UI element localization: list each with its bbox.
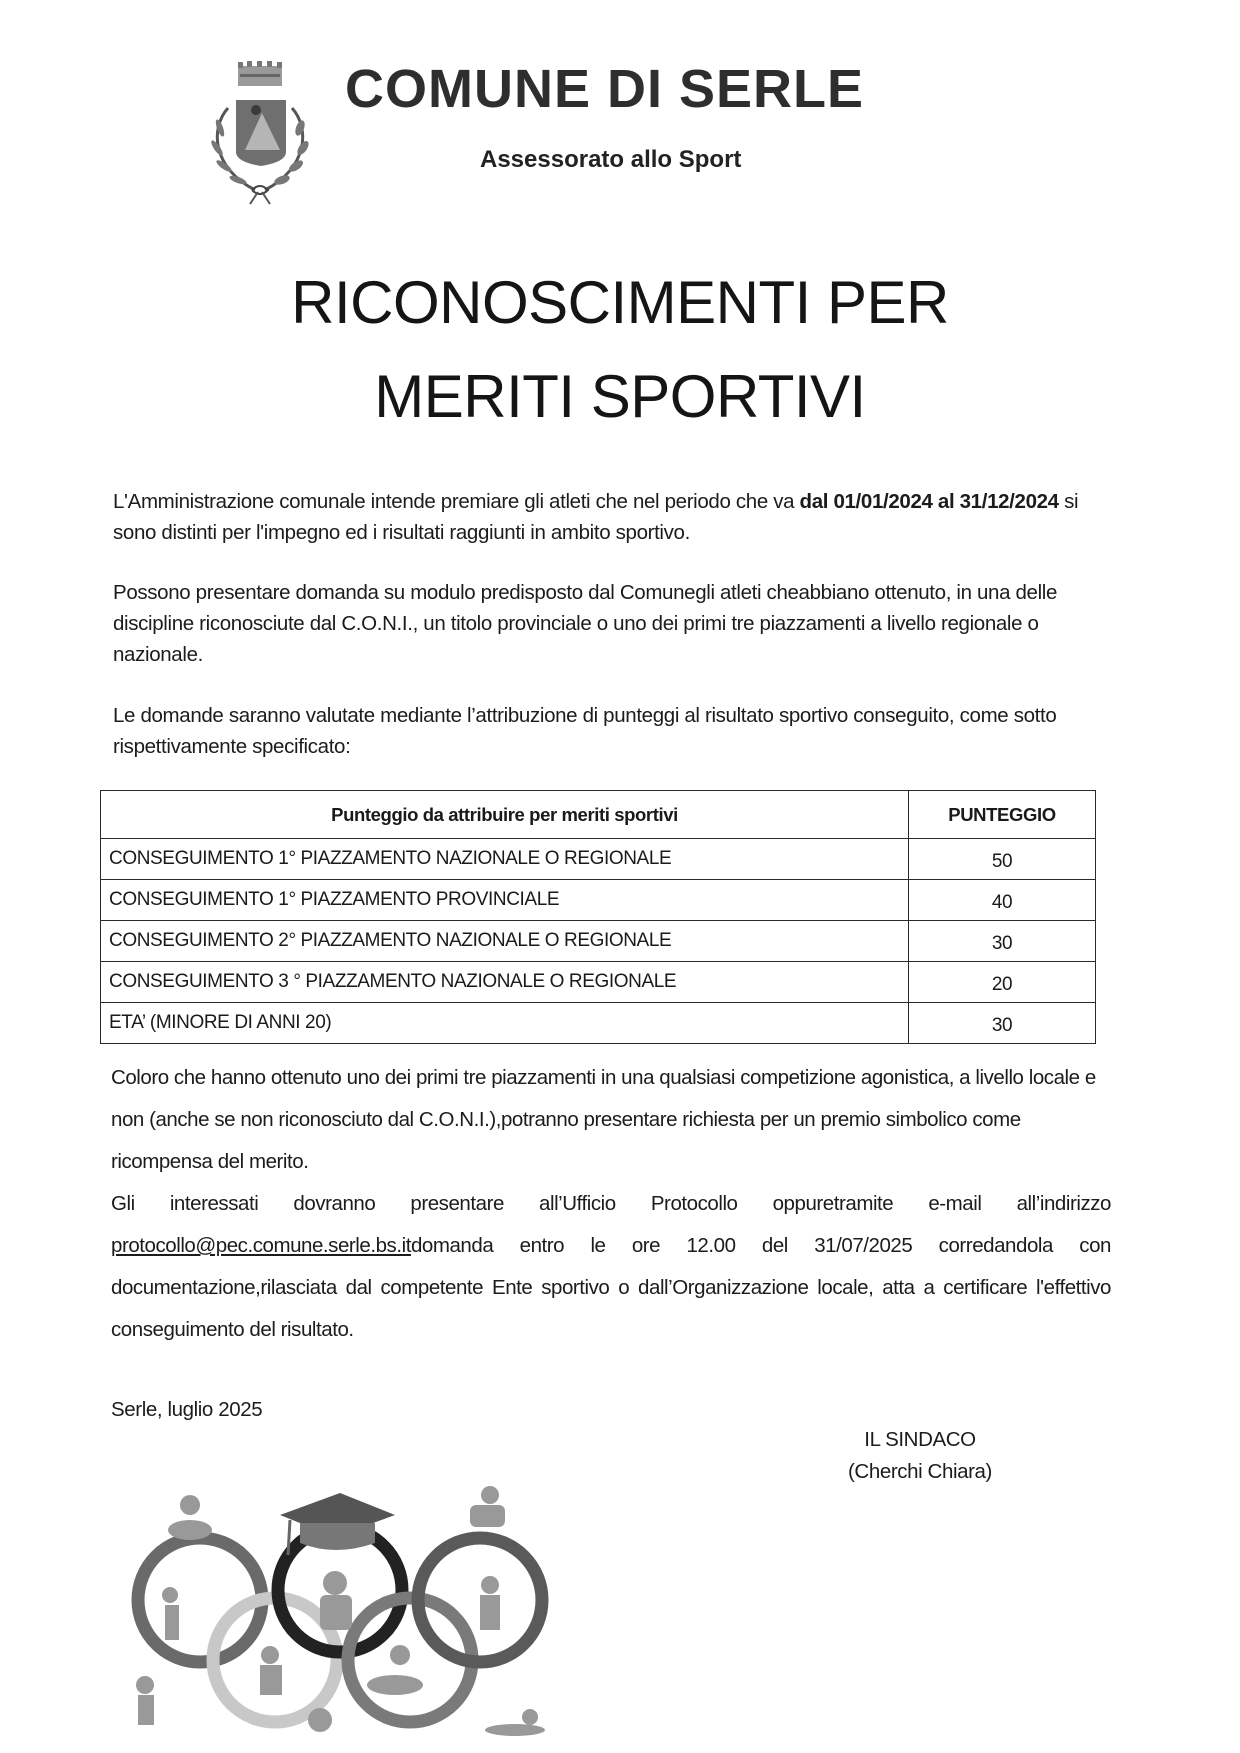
table-row <box>101 962 1096 1003</box>
intro-paragraph-period <box>113 486 1111 548</box>
submission-text-continued: domanda entro le ore 12.00 del 31/07/2025 corredandola con documentazione,rilasciata dal competente Ente sportivo o dall’Organizzazione locale, atta a certificare l'effettivo conseguimento del risultato. <box>111 1234 1111 1341</box>
organization-name: COMUNE DI SERLE <box>345 59 865 119</box>
closing-section <box>111 1057 1111 1351</box>
criterion-cell: CONSEGUIMENTO 1° PIAZZAMENTO PROVINCIALE <box>101 880 909 921</box>
table-row <box>101 921 1096 962</box>
score-table <box>100 790 1096 1044</box>
points-cell: 50 <box>909 839 1096 880</box>
points-cell: 40 <box>909 880 1096 921</box>
municipal-coat-of-arms-icon <box>200 58 320 208</box>
signer-name: (Cherchi Chiara) <box>848 1460 992 1483</box>
table-row <box>101 880 1096 921</box>
signer-title: IL SINDACO <box>864 1428 976 1451</box>
column-header-criterion: Punteggio da attribuire per meriti sportivi <box>101 791 909 839</box>
submission-text: Gli interessati dovranno presentare all’Ufficio Protocollo oppuretramite e-mail all’indirizzo <box>111 1192 1111 1215</box>
points-cell: 30 <box>909 1003 1096 1044</box>
department-name: Assessorato allo Sport <box>480 146 742 173</box>
intro-text-continued: si sono distinti per l'impegno ed i risultati raggiunti in ambito sportivo. <box>113 490 1079 544</box>
page-title-line-1: RICONOSCIMENTI PER <box>291 269 949 336</box>
points-cell: 30 <box>909 921 1096 962</box>
criterion-cell: ETA’ (MINORE DI ANNI 20) <box>101 1003 909 1044</box>
olympic-rings-kids-sports-illustration <box>110 1455 580 1745</box>
points-cell: 20 <box>909 962 1096 1003</box>
criterion-cell: CONSEGUIMENTO 1° PIAZZAMENTO NAZIONALE O REGIONALE <box>101 839 909 880</box>
symbolic-prize-paragraph: Coloro che hanno ottenuto uno dei primi tre piazzamenti in una qualsiasi competizione agonistica, a livello locale e non (anche se non riconosciuto dal C.O.N.I.),potranno presentare richiesta per un premio simbolico come ricompensa del merito. <box>111 1066 1096 1173</box>
page-title-line-2: MERITI SPORTIVI <box>374 363 866 430</box>
eligibility-paragraph: Possono presentare domanda su modulo predisposto dal Comunegli atleti cheabbiano ottenuto, in una delle discipline riconosciute dal C.O.N.I., un titolo provinciale o uno dei primi tre piazzamenti a livello regionale o nazionale. <box>113 581 1058 666</box>
table-header-row <box>101 791 1096 839</box>
table-row <box>101 1003 1096 1044</box>
submission-paragraph <box>111 1183 1111 1351</box>
table-row <box>101 839 1096 880</box>
criterion-cell: CONSEGUIMENTO 2° PIAZZAMENTO NAZIONALE O REGIONALE <box>101 921 909 962</box>
email-link[interactable]: protocollo@pec.comune.serle.bs.it <box>111 1234 411 1257</box>
place-and-date: Serle, luglio 2025 <box>111 1398 263 1421</box>
signature-block <box>820 1424 1020 1488</box>
intro-text: L'Amministrazione comunale intende premiare gli atleti che nel periodo che va <box>113 490 800 513</box>
scoring-intro-paragraph: Le domande saranno valutate mediante l’attribuzione di punteggi al risultato sportivo conseguito, come sotto rispettivamente specificato: <box>113 704 1057 758</box>
criterion-cell: CONSEGUIMENTO 3 ° PIAZZAMENTO NAZIONALE O REGIONALE <box>101 962 909 1003</box>
award-period-dates: dal 01/01/2024 al 31/12/2024 <box>799 490 1059 513</box>
column-header-points: PUNTEGGIO <box>909 791 1096 839</box>
